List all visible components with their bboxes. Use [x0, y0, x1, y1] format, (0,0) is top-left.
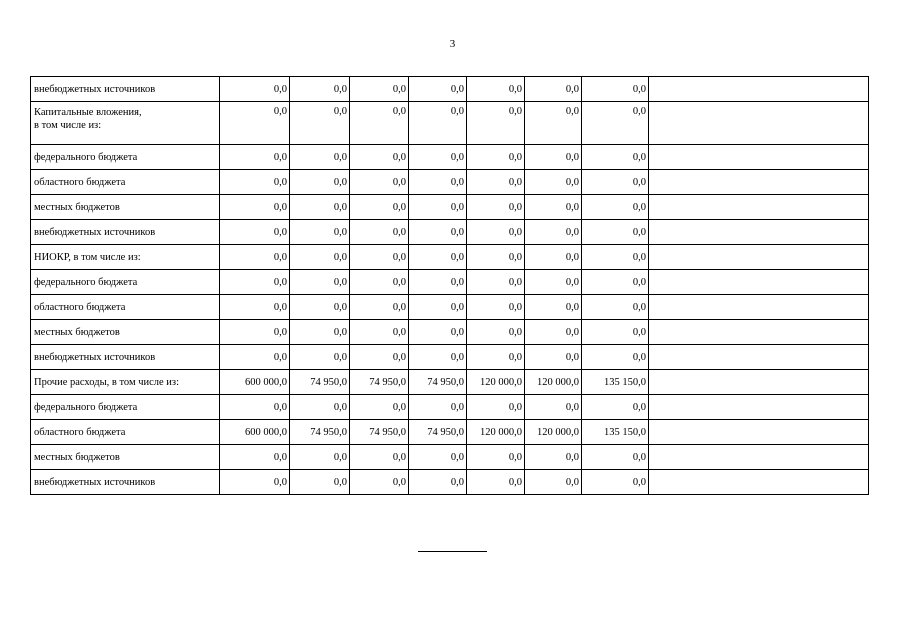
value-cell: 0,0	[350, 195, 409, 220]
table-row	[31, 170, 869, 195]
table-row	[31, 220, 869, 245]
value-cell: 0,0	[467, 195, 525, 220]
value-cell: 0,0	[467, 470, 525, 495]
value-cell: 0,0	[467, 170, 525, 195]
empty-cell	[649, 295, 869, 320]
value-cell: 0,0	[467, 102, 525, 145]
value-cell: 0,0	[220, 295, 290, 320]
table-row	[31, 395, 869, 420]
value-cell: 0,0	[290, 345, 350, 370]
value-cell: 0,0	[409, 470, 467, 495]
table-row	[31, 270, 869, 295]
end-divider	[418, 551, 487, 552]
value-cell: 74 950,0	[290, 370, 350, 395]
page-number: 3	[449, 38, 456, 50]
value-cell: 0,0	[409, 395, 467, 420]
value-cell: 0,0	[290, 77, 350, 102]
value-cell: 0,0	[350, 170, 409, 195]
value-cell: 0,0	[220, 470, 290, 495]
value-cell: 0,0	[290, 320, 350, 345]
row-label-line2: в том числе из:	[34, 120, 102, 131]
value-cell: 0,0	[350, 395, 409, 420]
value-cell: 0,0	[290, 395, 350, 420]
value-cell: 0,0	[409, 220, 467, 245]
row-label: областного бюджета	[31, 420, 220, 445]
value-cell: 0,0	[409, 195, 467, 220]
value-cell: 0,0	[525, 270, 582, 295]
value-cell: 0,0	[525, 245, 582, 270]
value-cell: 0,0	[525, 320, 582, 345]
value-cell: 0,0	[220, 77, 290, 102]
value-cell: 0,0	[350, 470, 409, 495]
value-cell: 0,0	[350, 77, 409, 102]
empty-cell	[649, 395, 869, 420]
value-cell: 0,0	[525, 295, 582, 320]
empty-cell	[649, 77, 869, 102]
row-label: федерального бюджета	[31, 395, 220, 420]
value-cell: 0,0	[350, 295, 409, 320]
value-cell: 0,0	[409, 77, 467, 102]
value-cell: 0,0	[525, 77, 582, 102]
value-cell: 0,0	[290, 145, 350, 170]
empty-cell	[649, 245, 869, 270]
empty-cell	[649, 220, 869, 245]
table-row	[31, 295, 869, 320]
table-row	[31, 245, 869, 270]
value-cell: 0,0	[350, 445, 409, 470]
value-cell: 0,0	[582, 102, 649, 145]
empty-cell	[649, 102, 869, 145]
value-cell: 0,0	[350, 320, 409, 345]
table-row	[31, 102, 869, 145]
value-cell: 0,0	[220, 145, 290, 170]
value-cell: 74 950,0	[350, 420, 409, 445]
value-cell: 0,0	[220, 195, 290, 220]
table-row	[31, 420, 869, 445]
value-cell: 0,0	[409, 320, 467, 345]
value-cell: 0,0	[220, 220, 290, 245]
value-cell: 0,0	[290, 295, 350, 320]
value-cell: 0,0	[290, 470, 350, 495]
value-cell: 0,0	[525, 220, 582, 245]
value-cell: 0,0	[525, 102, 582, 145]
value-cell: 0,0	[220, 345, 290, 370]
table-row	[31, 370, 869, 395]
value-cell: 0,0	[409, 345, 467, 370]
value-cell: 0,0	[350, 145, 409, 170]
value-cell: 0,0	[467, 220, 525, 245]
value-cell: 0,0	[582, 220, 649, 245]
value-cell: 0,0	[350, 345, 409, 370]
value-cell: 0,0	[350, 102, 409, 145]
value-cell: 0,0	[582, 195, 649, 220]
value-cell: 135 150,0	[582, 420, 649, 445]
value-cell: 0,0	[220, 395, 290, 420]
value-cell: 74 950,0	[409, 420, 467, 445]
value-cell: 0,0	[220, 320, 290, 345]
empty-cell	[649, 320, 869, 345]
value-cell: 120 000,0	[467, 370, 525, 395]
table-row	[31, 470, 869, 495]
value-cell: 0,0	[467, 245, 525, 270]
value-cell: 0,0	[290, 170, 350, 195]
value-cell: 0,0	[582, 345, 649, 370]
table-row	[31, 345, 869, 370]
value-cell: 0,0	[220, 245, 290, 270]
value-cell: 0,0	[290, 102, 350, 145]
value-cell: 0,0	[290, 245, 350, 270]
value-cell: 0,0	[409, 102, 467, 145]
value-cell: 600 000,0	[220, 420, 290, 445]
table-row	[31, 145, 869, 170]
value-cell: 0,0	[350, 220, 409, 245]
value-cell: 120 000,0	[467, 420, 525, 445]
value-cell: 0,0	[582, 395, 649, 420]
value-cell: 0,0	[467, 320, 525, 345]
value-cell: 0,0	[220, 270, 290, 295]
table-body	[31, 77, 869, 495]
row-label: местных бюджетов	[31, 195, 220, 220]
value-cell: 0,0	[525, 445, 582, 470]
value-cell: 74 950,0	[350, 370, 409, 395]
value-cell: 0,0	[525, 145, 582, 170]
value-cell: 0,0	[525, 395, 582, 420]
empty-cell	[649, 470, 869, 495]
value-cell: 0,0	[290, 270, 350, 295]
row-label: внебюджетных источников	[31, 77, 220, 102]
value-cell: 0,0	[582, 245, 649, 270]
empty-cell	[649, 195, 869, 220]
row-label: областного бюджета	[31, 170, 220, 195]
value-cell: 0,0	[582, 170, 649, 195]
row-label: местных бюджетов	[31, 445, 220, 470]
table-row	[31, 195, 869, 220]
value-cell: 0,0	[220, 170, 290, 195]
row-label: федерального бюджета	[31, 270, 220, 295]
value-cell: 0,0	[290, 195, 350, 220]
row-label: внебюджетных источников	[31, 470, 220, 495]
value-cell: 135 150,0	[582, 370, 649, 395]
value-cell: 0,0	[350, 270, 409, 295]
value-cell: 74 950,0	[409, 370, 467, 395]
row-label: внебюджетных источников	[31, 220, 220, 245]
value-cell: 0,0	[467, 445, 525, 470]
row-label-line1: Капитальные вложения,	[34, 107, 142, 118]
value-cell: 0,0	[582, 270, 649, 295]
row-label: Прочие расходы, в том числе из:	[31, 370, 220, 395]
value-cell: 120 000,0	[525, 370, 582, 395]
value-cell: 0,0	[409, 295, 467, 320]
value-cell: 0,0	[220, 445, 290, 470]
value-cell: 0,0	[467, 295, 525, 320]
empty-cell	[649, 370, 869, 395]
value-cell: 0,0	[409, 145, 467, 170]
row-label: федерального бюджета	[31, 145, 220, 170]
table-row	[31, 77, 869, 102]
value-cell: 0,0	[290, 220, 350, 245]
value-cell: 0,0	[582, 470, 649, 495]
value-cell: 120 000,0	[525, 420, 582, 445]
table-row	[31, 445, 869, 470]
value-cell: 0,0	[467, 145, 525, 170]
value-cell: 0,0	[525, 170, 582, 195]
empty-cell	[649, 420, 869, 445]
row-label: местных бюджетов	[31, 320, 220, 345]
empty-cell	[649, 270, 869, 295]
value-cell: 0,0	[467, 77, 525, 102]
row-label: областного бюджета	[31, 295, 220, 320]
budget-table	[30, 76, 869, 495]
value-cell: 0,0	[582, 320, 649, 345]
value-cell: 0,0	[409, 270, 467, 295]
value-cell: 0,0	[467, 345, 525, 370]
value-cell: 0,0	[409, 170, 467, 195]
row-label: НИОКР, в том числе из:	[31, 245, 220, 270]
empty-cell	[649, 445, 869, 470]
row-label	[31, 102, 220, 145]
empty-cell	[649, 145, 869, 170]
value-cell: 0,0	[467, 395, 525, 420]
value-cell: 0,0	[582, 77, 649, 102]
value-cell: 0,0	[582, 445, 649, 470]
empty-cell	[649, 170, 869, 195]
value-cell: 0,0	[525, 470, 582, 495]
value-cell: 600 000,0	[220, 370, 290, 395]
value-cell: 0,0	[582, 145, 649, 170]
value-cell: 0,0	[290, 445, 350, 470]
value-cell: 0,0	[525, 345, 582, 370]
value-cell: 0,0	[582, 295, 649, 320]
row-label: внебюджетных источников	[31, 345, 220, 370]
value-cell: 0,0	[525, 195, 582, 220]
value-cell: 0,0	[220, 102, 290, 145]
value-cell: 74 950,0	[290, 420, 350, 445]
value-cell: 0,0	[409, 245, 467, 270]
table-row	[31, 320, 869, 345]
value-cell: 0,0	[467, 270, 525, 295]
empty-cell	[649, 345, 869, 370]
value-cell: 0,0	[409, 445, 467, 470]
value-cell: 0,0	[350, 245, 409, 270]
